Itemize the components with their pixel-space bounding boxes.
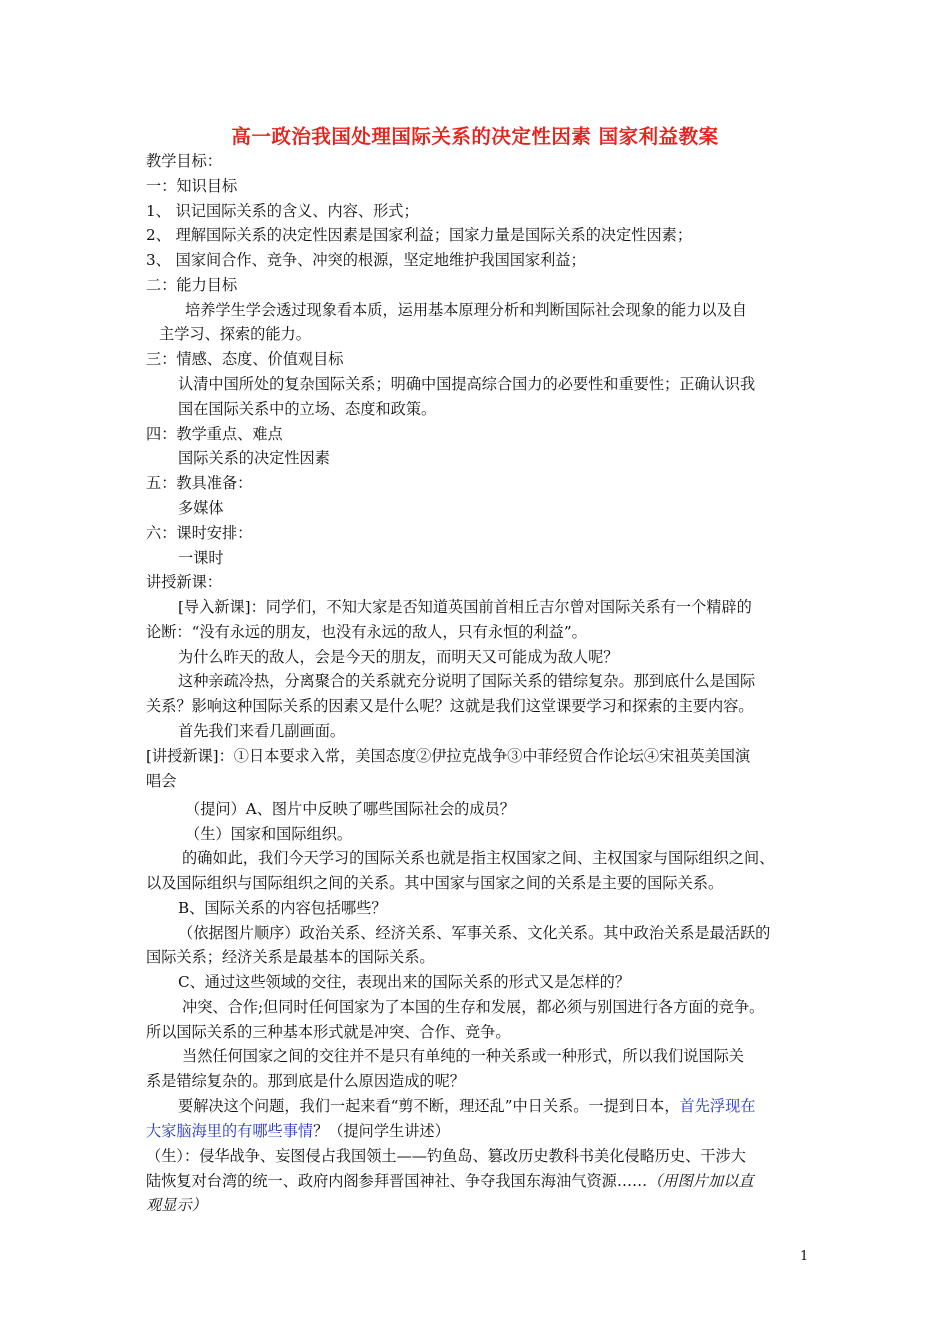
paragraph-answer-b-1: （依据图片顺序）政治关系、经济关系、军事关系、文化关系。其中政治关系是最活跃的 (178, 924, 771, 942)
line-teaching-aids: 五：教具准备： (146, 474, 253, 492)
line-key-points: 四：教学重点、难点 (146, 425, 283, 443)
paragraph-question-b: B、国际关系的内容包括哪些？ (178, 899, 387, 917)
paragraph-answer-b-2: 国际关系；经济关系是最基本的国际关系。 (146, 948, 435, 966)
paragraph-complexity-1: 这种亲疏冷热，分离聚合的关系就充分说明了国际关系的错综复杂。那到底什么是国际 (178, 672, 756, 690)
paragraph-pictures: 首先我们来看几副画面。 (178, 722, 346, 740)
line-emotion-text-1: 认清中国所处的复杂国际关系；明确中国提高综合国力的必要性和重要性；正确认识我 (178, 375, 756, 393)
paragraph-japan-2 (146, 1120, 450, 1142)
paragraph-definition-1: 的确如此，我们今天学习的国际关系也就是指主权国家之间、主权国家与国际组织之间、 (182, 849, 775, 867)
line-emotion-text-2: 国在国际关系中的立场、态度和政策。 (178, 400, 437, 418)
line-new-lesson: 讲授新课： (146, 573, 222, 591)
line-ability-goals: 二：能力目标 (146, 276, 238, 294)
paragraph-question-a: （提问）A、图片中反映了哪些国际社会的成员？ (185, 800, 515, 818)
paragraph-student-2-text: 陆恢复对台湾的统一、政府内阁参拜晋国神社、争夺我国东海油气资源…… (146, 1172, 648, 1190)
line-teaching-aids-text: 多媒体 (178, 499, 224, 517)
paragraph-lecture-2: 唱会 (146, 772, 177, 790)
highlighted-text-1: 首先浮现在 (679, 1097, 756, 1115)
line-key-points-text: 国际关系的决定性因素 (178, 449, 330, 467)
paragraph-answer-a: （生）国家和国际组织。 (185, 825, 353, 843)
line-schedule: 六：课时安排： (146, 524, 253, 542)
line-schedule-text: 一课时 (178, 549, 224, 567)
document-title: 高一政治我国处理国际关系的决定性因素 国家利益教案 (231, 125, 719, 148)
paragraph-student-2 (146, 1170, 754, 1192)
italic-note-2: 观显示） (146, 1196, 207, 1214)
paragraph-answer-c-2: 所以国际关系的三种基本形式就是冲突、合作、竞争。 (146, 1023, 511, 1041)
line-teaching-goals: 教学目标： (146, 152, 222, 170)
paragraph-japan-1 (178, 1095, 755, 1117)
paragraph-question-c: C、通过这些领域的交往，表现出来的国际关系的形式又是怎样的？ (178, 973, 631, 991)
paragraph-question: 为什么昨天的敌人，会是今天的朋友，而明天又可能成为敌人呢？ (178, 648, 619, 666)
paragraph-student-1: （生）：侵华战争、妄图侵占我国领土——钓鱼岛、篡改历史教科书美化侵略历史、干涉大 (146, 1147, 746, 1165)
paragraph-answer-c-1: 冲突、合作;但同时任何国家为了本国的生存和发展，都必须与别国进行各方面的竞争。 (182, 998, 765, 1016)
line-goal-3: 3、 国家间合作、竞争、冲突的根源，坚定地维护我国国家利益； (146, 251, 586, 269)
paragraph-lecture-1: [讲授新课]：①日本要求入常，美国态度②伊拉克战争③中菲经贸合作论坛④宋祖英美国演 (146, 747, 751, 765)
paragraph-reason-1: 当然任何国家之间的交往并不是只有单纯的一种关系或一种形式，所以我们说国际关 (182, 1047, 744, 1065)
page-number: 1 (800, 1249, 809, 1264)
paragraph-complexity-2: 关系？影响这种国际关系的因素又是什么呢？这就是我们这堂课要学习和探索的主要内容。 (146, 697, 754, 715)
paragraph-definition-2: 以及国际组织与国际组织之间的关系。其中国家与国家之间的关系是主要的国际关系。 (146, 874, 724, 892)
italic-note-1: （用图片加以直 (647, 1172, 754, 1190)
line-emotion-goals: 三：情感、态度、价值观目标 (146, 350, 344, 368)
paragraph-intro-2: 论断：“没有永远的朋友，也没有永远的敌人，只有永恒的利益”。 (146, 623, 587, 641)
line-ability-text-1: 培养学生学会透过现象看本质，运用基本原理分析和判断国际社会现象的能力以及自 (185, 301, 747, 319)
paragraph-japan-1-text: 要解决这个问题，我们一起来看“剪不断，理还乱”中日关系。一提到日本， (178, 1097, 680, 1115)
paragraph-reason-2: 系是错综复杂的。那到底是什么原因造成的呢？ (146, 1072, 465, 1090)
paragraph-intro-1: [导入新课]：同学们，不知大家是否知道英国前首相丘吉尔曾对国际关系有一个精辟的 (178, 598, 752, 616)
line-ability-text-2: 主学习、探索的能力。 (159, 325, 311, 343)
paragraph-japan-2-tail: ？（提问学生讲述） (313, 1122, 450, 1140)
line-goal-1: 1、 识记国际关系的含义、内容、形式； (146, 202, 419, 220)
highlighted-text-2: 大家脑海里的有哪些事情 (146, 1122, 314, 1140)
line-goal-2: 2、 理解国际关系的决定性因素是国家利益；国家力量是国际关系的决定性因素； (146, 226, 693, 244)
line-knowledge-goals: 一：知识目标 (146, 177, 238, 195)
